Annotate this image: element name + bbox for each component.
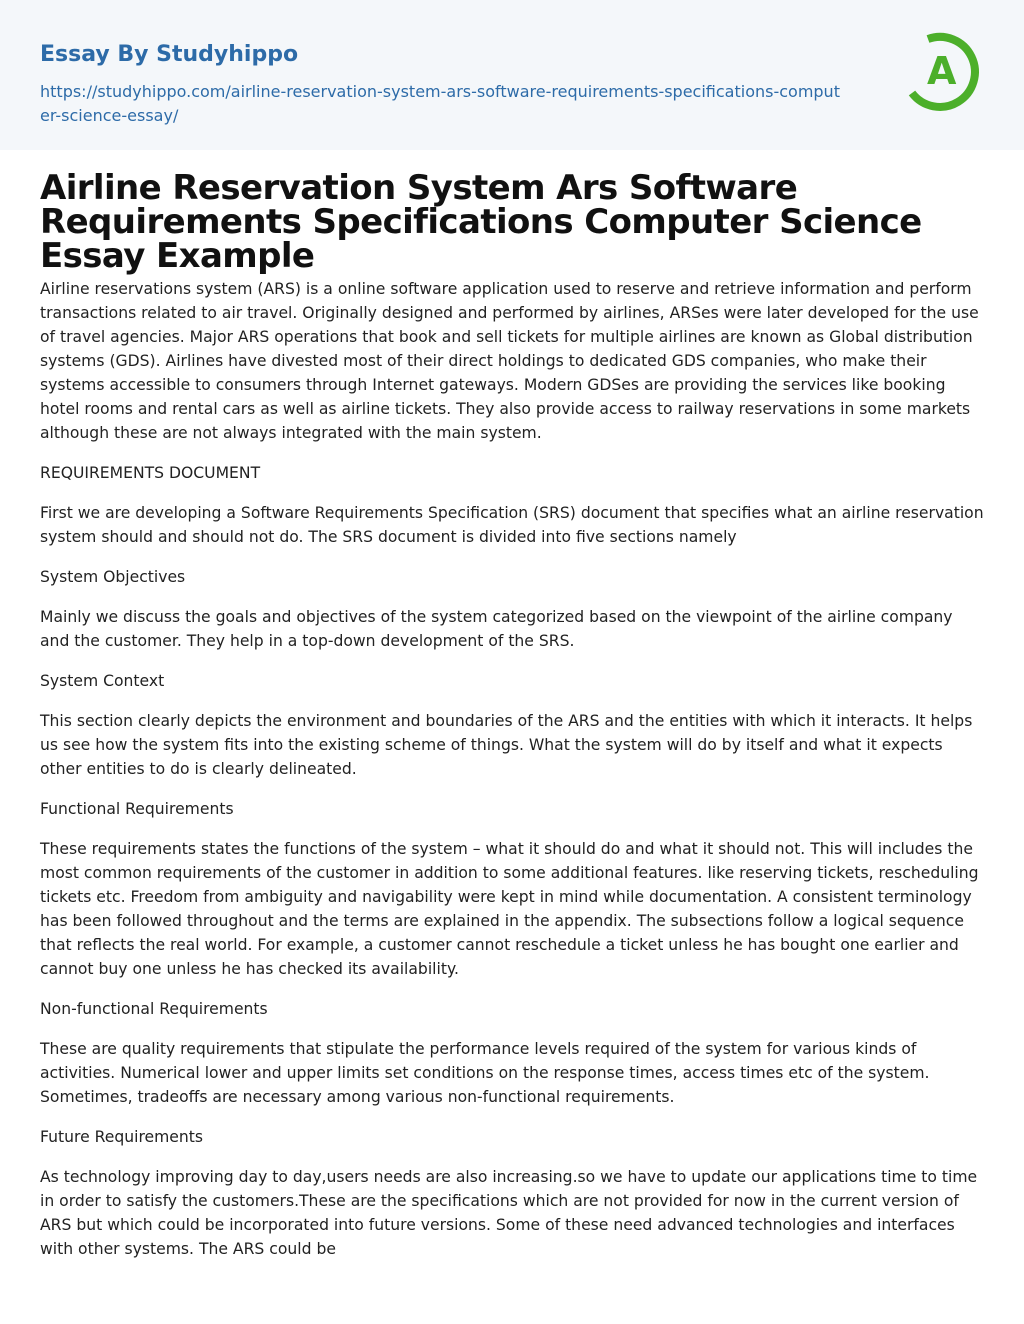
site-title[interactable]: Essay By Studyhippo: [40, 42, 299, 67]
paragraph-system-objectives: Mainly we discuss the goals and objectives of the system categorized based on the viewpoint of the airline company and the customer. They help in a top-down development of the SRS.: [40, 608, 953, 650]
section-heading-requirements-document: REQUIREMENTS DOCUMENT: [40, 464, 261, 482]
paragraph-functional-requirements: These requirements states the functions of the system – what it should do and what it should not. This will includes the most common requirements of the customer in addition to some additional features. like reserving tickets, rescheduling tickets etc. Freedom from ambiguity and navigability were kept in mind while documentation. A consistent terminology has been followed throughout and the terms are explained in the appendix. The subsections follow a logical sequence that reflects the real world. For example, a customer cannot reschedule a ticket unless he has bought one earlier and cannot buy one unless he has checked its availability.: [40, 840, 979, 978]
essay-title: Airline Reservation System Ars Software Requirements Specifications Computer Science Essay Example: [40, 168, 922, 276]
section-heading-future-requirements: Future Requirements: [40, 1128, 204, 1146]
section-heading-functional-requirements: Functional Requirements: [40, 800, 234, 818]
paragraph-system-context: This section clearly depicts the environment and boundaries of the ARS and the entities with which it interacts. It helps us see how the system fits into the existing scheme of things. What the system will do by itself and what it expects other entities to do is clearly delineated.: [40, 712, 973, 778]
paragraph-non-functional-requirements: These are quality requirements that stipulate the performance levels required of the system for various kinds of activities. Numerical lower and upper limits set conditions on the response times, access times etc of the system. Sometimes, tradeoffs are necessary among various non-functional requirements.: [40, 1040, 930, 1106]
source-url-link[interactable]: https://studyhippo.com/airline-reservation-system-ars-software-requirements-specifications-computer-science-essay/: [40, 82, 840, 125]
section-heading-non-functional-requirements: Non-functional Requirements: [40, 1000, 268, 1018]
section-heading-system-context: System Context: [40, 672, 165, 690]
paragraph-future-requirements: As technology improving day to day,users needs are also increasing.so we have to update our applications time to time in order to satisfy the customers.These are the specifications which are not provided for now in the current version of ARS but which could be incorporated into future versions. Some of these need advanced technologies and interfaces with other systems. The ARS could be: [40, 1168, 978, 1258]
essay-content: [0, 168, 1024, 1261]
site-header: [0, 0, 1024, 150]
paragraph-intro: Airline reservations system (ARS) is a online software application used to reserve and retrieve information and perform transactions related to air travel. Originally designed and performed by airlines, ARSes were later developed for the use of travel agencies. Major ARS operations that book and sell tickets for multiple airlines are known as Global distribution systems (GDS). Airlines have divested most of their direct holdings to dedicated GDS companies, who make their systems accessible to consumers through Internet gateways. Modern GDSes are providing the services like booking hotel rooms and rental cars as well as airline tickets. They also provide access to railway reservations in some markets although these are not always integrated with the main system.: [40, 280, 979, 442]
paragraph-srs: First we are developing a Software Requirements Specification (SRS) document that specifies what an airline reservation system should and should not do. The SRS document is divided into five sections namely: [40, 504, 984, 546]
studyhippo-logo-icon[interactable]: [900, 30, 984, 114]
logo-letter: A: [927, 49, 957, 93]
section-heading-system-objectives: System Objectives: [40, 568, 186, 586]
